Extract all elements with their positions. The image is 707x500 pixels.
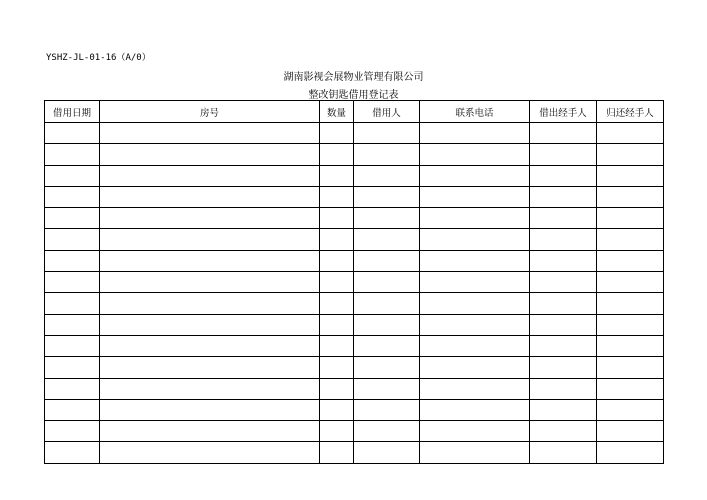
cell-room[interactable] [100,399,320,420]
cell-borrower[interactable] [354,421,420,442]
cell-lender[interactable] [530,250,597,271]
cell-borrower[interactable] [354,186,420,207]
cell-lender[interactable] [530,186,597,207]
table-row [45,186,664,207]
column-header-phone: 联系电话 [420,101,530,123]
document-code: YSHZ-JL-01-16（A/0） [46,53,151,63]
cell-phone[interactable] [420,335,530,356]
table-row [45,144,664,165]
cell-date[interactable] [45,186,100,207]
cell-qty[interactable] [320,335,354,356]
cell-lender[interactable] [530,208,597,229]
cell-borrower[interactable] [354,208,420,229]
cell-qty[interactable] [320,314,354,335]
cell-phone[interactable] [420,144,530,165]
cell-borrower[interactable] [354,314,420,335]
cell-phone[interactable] [420,378,530,399]
cell-phone[interactable] [420,165,530,186]
cell-date[interactable] [45,272,100,293]
table-row [45,378,664,399]
cell-borrower[interactable] [354,229,420,250]
cell-lender[interactable] [530,272,597,293]
cell-returner[interactable] [597,144,664,165]
cell-borrower[interactable] [354,144,420,165]
cell-borrower[interactable] [354,123,420,144]
table-row [45,442,664,463]
cell-date[interactable] [45,314,100,335]
cell-qty[interactable] [320,229,354,250]
cell-date[interactable] [45,144,100,165]
table-row [45,399,664,420]
cell-returner[interactable] [597,293,664,314]
cell-lender[interactable] [530,357,597,378]
cell-lender[interactable] [530,144,597,165]
table-header [45,101,664,123]
cell-lender[interactable] [530,229,597,250]
cell-date[interactable] [45,123,100,144]
cell-qty[interactable] [320,208,354,229]
column-header-room: 房号 [100,101,320,123]
cell-borrower[interactable] [354,272,420,293]
cell-returner[interactable] [597,314,664,335]
column-header-date: 借用日期 [45,101,100,123]
cell-returner[interactable] [597,399,664,420]
cell-returner[interactable] [597,208,664,229]
cell-returner[interactable] [597,442,664,463]
cell-returner[interactable] [597,165,664,186]
cell-room[interactable] [100,272,320,293]
cell-borrower[interactable] [354,165,420,186]
cell-phone[interactable] [420,229,530,250]
cell-qty[interactable] [320,186,354,207]
column-header-borrower: 借用人 [354,101,420,123]
cell-phone[interactable] [420,186,530,207]
table-row [45,250,664,271]
cell-phone[interactable] [420,250,530,271]
cell-date[interactable] [45,293,100,314]
company-name: 湖南影视会展物业管理有限公司 [283,72,424,83]
table-row [45,293,664,314]
cell-borrower[interactable] [354,442,420,463]
cell-phone[interactable] [420,421,530,442]
cell-date[interactable] [45,421,100,442]
column-header-lender: 借出经手人 [530,101,597,123]
cell-room[interactable] [100,144,320,165]
form-title: 整改钥匙借用登记表 [308,90,399,101]
cell-returner[interactable] [597,123,664,144]
cell-room[interactable] [100,314,320,335]
column-header-returner: 归还经手人 [597,101,664,123]
cell-returner[interactable] [597,357,664,378]
table-row [45,165,664,186]
cell-date[interactable] [45,250,100,271]
cell-lender[interactable] [530,335,597,356]
cell-borrower[interactable] [354,335,420,356]
cell-room[interactable] [100,335,320,356]
cell-date[interactable] [45,399,100,420]
cell-borrower[interactable] [354,250,420,271]
cell-lender[interactable] [530,421,597,442]
cell-returner[interactable] [597,186,664,207]
cell-date[interactable] [45,335,100,356]
cell-qty[interactable] [320,421,354,442]
table-row [45,335,664,356]
cell-qty[interactable] [320,272,354,293]
cell-qty[interactable] [320,442,354,463]
cell-phone[interactable] [420,293,530,314]
table-row [45,123,664,144]
cell-room[interactable] [100,186,320,207]
cell-qty[interactable] [320,378,354,399]
table-row [45,421,664,442]
cell-qty[interactable] [320,165,354,186]
table-row [45,357,664,378]
cell-date[interactable] [45,357,100,378]
cell-qty[interactable] [320,144,354,165]
column-header-qty: 数量 [320,101,354,123]
cell-qty[interactable] [320,250,354,271]
cell-phone[interactable] [420,357,530,378]
table-row [45,208,664,229]
cell-room[interactable] [100,357,320,378]
cell-phone[interactable] [420,123,530,144]
cell-lender[interactable] [530,293,597,314]
cell-returner[interactable] [597,421,664,442]
table-row [45,229,664,250]
cell-phone[interactable] [420,272,530,293]
cell-lender[interactable] [530,442,597,463]
cell-returner[interactable] [597,335,664,356]
cell-borrower[interactable] [354,378,420,399]
cell-borrower[interactable] [354,357,420,378]
cell-borrower[interactable] [354,399,420,420]
cell-phone[interactable] [420,399,530,420]
cell-lender[interactable] [530,378,597,399]
cell-date[interactable] [45,229,100,250]
cell-room[interactable] [100,250,320,271]
cell-phone[interactable] [420,314,530,335]
cell-room[interactable] [100,229,320,250]
cell-lender[interactable] [530,399,597,420]
cell-room[interactable] [100,165,320,186]
cell-room[interactable] [100,208,320,229]
cell-room[interactable] [100,442,320,463]
cell-returner[interactable] [597,378,664,399]
cell-lender[interactable] [530,123,597,144]
header-row [45,101,664,123]
table-row [45,314,664,335]
cell-lender[interactable] [530,165,597,186]
cell-date[interactable] [45,442,100,463]
cell-borrower[interactable] [354,293,420,314]
cell-room[interactable] [100,421,320,442]
cell-returner[interactable] [597,272,664,293]
cell-date[interactable] [45,208,100,229]
cell-room[interactable] [100,293,320,314]
cell-date[interactable] [45,165,100,186]
cell-qty[interactable] [320,293,354,314]
cell-qty[interactable] [320,399,354,420]
table-body [45,123,664,464]
cell-room[interactable] [100,378,320,399]
cell-lender[interactable] [530,314,597,335]
cell-date[interactable] [45,378,100,399]
cell-qty[interactable] [320,123,354,144]
cell-room[interactable] [100,123,320,144]
cell-phone[interactable] [420,208,530,229]
cell-phone[interactable] [420,442,530,463]
cell-returner[interactable] [597,229,664,250]
cell-qty[interactable] [320,357,354,378]
table-row [45,272,664,293]
key-borrow-register-table [44,100,664,464]
cell-returner[interactable] [597,250,664,271]
